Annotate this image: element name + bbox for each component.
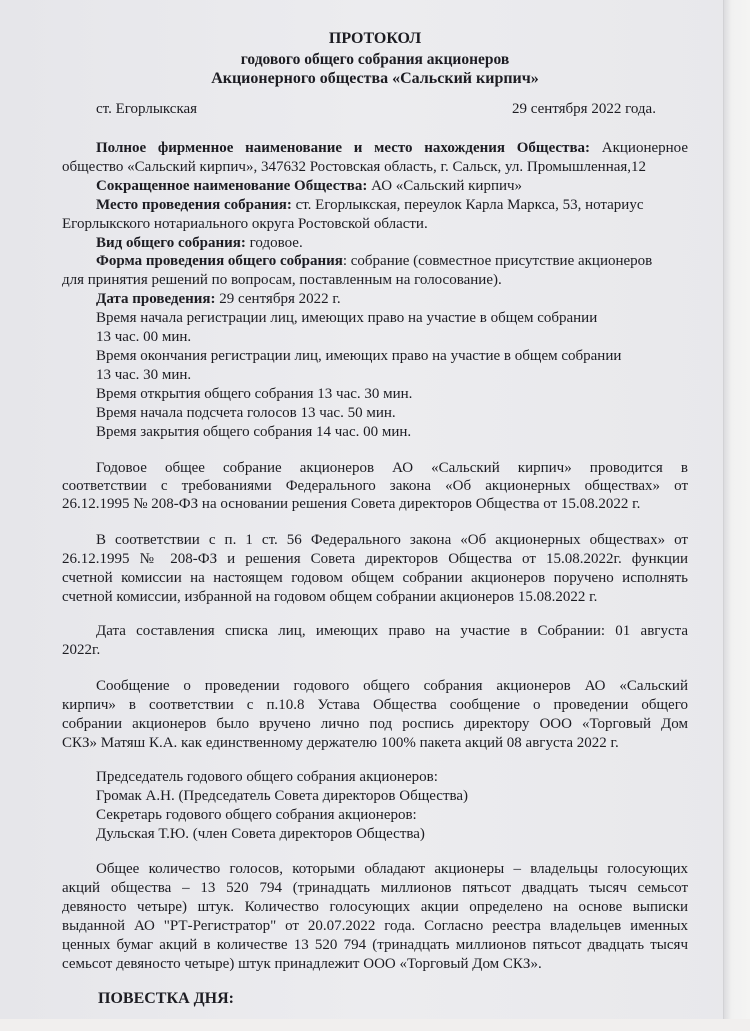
- paragraph-votes-line: акций общества – 13 520 794 (тринадцать миллионов пятьсот двадцать тысяч семьсот: [62, 880, 688, 896]
- opening-time: Время открытия общего собрания 13 час. 30 мин.: [96, 386, 413, 402]
- paragraph-notice-line: собрании акционеров было вручено лично под роспись директору ООО «Торговый Дом: [62, 716, 688, 732]
- meeting-form-value-cont: для принятия решений по вопросам, поставленным на голосование).: [62, 272, 502, 288]
- held-date-label: Дата проведения:: [96, 291, 216, 307]
- paragraph-notice-line: СКЗ» Матяш К.А. как единственному держателю 100% пакета акций 08 августа 2022 г.: [62, 735, 619, 751]
- paragraph-notice-line: кирпич» в соответствии с п.10.8 Устава Общества сообщение о проведении общего: [62, 697, 688, 713]
- venue-label: Место проведения собрания:: [96, 197, 292, 213]
- paragraph-votes-line: семьсот девяносто четыре) штук принадлежит ООО «Торговый Дом СКЗ».: [62, 956, 542, 972]
- meeting-type-label: Вид общего собрания:: [96, 235, 246, 251]
- short-name-value: АО «Сальский кирпич»: [367, 178, 523, 194]
- paragraph-counting-commission-line: В соответствии с п. 1 ст. 56 Федерального закона «Об акционерных обществах» от: [96, 532, 688, 548]
- paragraph-votes-line: Общее количество голосов, которыми обладают акционеры – владельцы голосующих: [96, 861, 688, 877]
- venue-value-cont: Егорлыкского нотариального округа Ростовской области.: [62, 216, 428, 232]
- secretary-label: Секретарь годового общего собрания акционеров:: [96, 807, 417, 823]
- meeting-form-value: : собрание (совместное присутствие акционеров: [342, 253, 653, 269]
- agenda-heading: ПОВЕСТКА ДНЯ:: [98, 990, 234, 1007]
- full-name-value-cont: общество «Сальский кирпич», 347632 Ростовская область, г. Сальск, ул. Промышленная,12: [62, 159, 647, 175]
- chairman-label: Председатель годового общего собрания акционеров:: [96, 769, 438, 785]
- registration-start-label: Время начала регистрации лиц, имеющих право на участие в общем собрании: [96, 310, 598, 326]
- paragraph-votes-line: выданной АО "РТ-Регистратор" от 20.07.2022 года. Согласно реестра владельцев именных: [62, 918, 688, 934]
- meeting-place: ст. Егорлыкская: [96, 101, 198, 117]
- full-name-label: Полное фирменное наименование и место нахождения Общества:: [96, 140, 591, 156]
- paragraph-legal-basis-line: 26.12.1995 № 208-ФЗ на основании решения Совета директоров Общества от 15.08.2022 г.: [62, 496, 641, 512]
- paragraph-legal-basis-line: соответствии с требованиями Федерального закона «Об акционерных обществах» от: [62, 478, 688, 494]
- venue-line: [96, 196, 644, 214]
- short-name-label: Сокращенное наименование Общества:: [96, 178, 368, 194]
- document-title: ПРОТОКОЛ: [328, 30, 422, 47]
- registration-start-value: 13 час. 00 мин.: [96, 329, 192, 345]
- paragraph-counting-commission-line: счетной комиссии на настоящем годовом общем собрании акционеров поручено исполнять: [62, 570, 688, 586]
- full-name-value: Акционерное: [590, 140, 689, 156]
- meeting-form-label: Форма проведения общего собрания: [96, 253, 343, 269]
- count-start-time: Время начала подсчета голосов 13 час. 50 мин.: [96, 405, 396, 421]
- paragraph-votes-line: девяносто четыре) штук. Количество голосующих акции определено на основе выписки: [62, 899, 688, 915]
- paragraph-record-date-line: 2022г.: [62, 642, 101, 658]
- paper-bottom-edge: [0, 1019, 750, 1031]
- paragraph-legal-basis-line: Годовое общее собрание акционеров АО «Сальский кирпич» проводится в: [96, 460, 688, 476]
- closing-time: Время закрытия общего собрания 14 час. 00 мин.: [96, 424, 412, 440]
- paragraph-record-date-line: Дата составления списка лиц, имеющих право на участие в Собрании: 01 августа: [96, 623, 688, 639]
- paragraph-votes-line: ценных бумаг акций в количестве 13 520 794 (тринадцать миллионов пятьсот двадцать тысяч: [62, 937, 688, 953]
- registration-end-value: 13 час. 30 мин.: [96, 367, 192, 383]
- document-subtitle: годового общего собрания акционеров: [240, 51, 510, 68]
- registration-end-label: Время окончания регистрации лиц, имеющих право на участие в общем собрании: [96, 348, 622, 364]
- meeting-date: 29 сентября 2022 года.: [512, 101, 656, 117]
- full-name-line: [96, 139, 688, 157]
- company-name: Акционерного общества «Сальский кирпич»: [211, 70, 539, 87]
- paragraph-notice-line: Сообщение о проведении годового общего собрания акционеров АО «Сальский: [96, 678, 688, 694]
- meeting-type-line: [96, 234, 303, 252]
- paragraph-counting-commission-line: счетной комиссии, избранной на годовом общем собрании акционеров 15.08.2022 г.: [62, 589, 598, 605]
- secretary-name: Дульская Т.Ю. (член Совета директоров Общества): [96, 826, 425, 842]
- held-date-value: 29 сентября 2022 г.: [215, 291, 341, 307]
- chairman-name: Громак А.Н. (Председатель Совета директоров Общества): [96, 788, 469, 804]
- venue-value: ст. Егорлыкская, переулок Карла Маркса, 53, нотариус: [291, 197, 644, 213]
- paragraph-counting-commission-line: 26.12.1995 № 208-ФЗ и решения Совета директоров Общества от 15.08.2022г. функции: [62, 551, 688, 567]
- short-name-line: [96, 177, 522, 195]
- meeting-form-line: [96, 252, 652, 270]
- meeting-type-value: годовое.: [245, 235, 303, 251]
- held-date-line: [96, 290, 341, 308]
- paper-edge: [723, 0, 750, 1031]
